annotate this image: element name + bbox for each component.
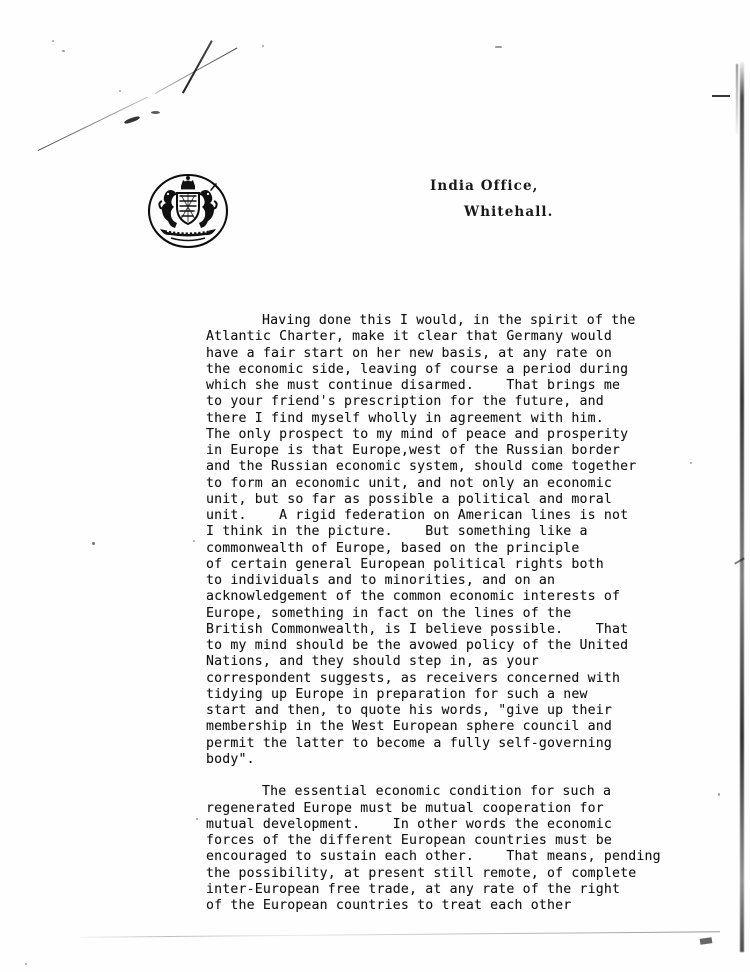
letter-line: have a fair start on her new basis, at any rate on <box>206 345 612 361</box>
dust-speck <box>52 40 54 42</box>
letter-line: to individuals and to minorities, and on an <box>206 573 556 588</box>
letter-line: start and then, to quote his words, "give up their <box>206 703 612 718</box>
letter-line: commonwealth of Europe, based on the principle <box>206 540 580 556</box>
letter-line: permit the latter to become a fully self-governing <box>206 735 612 751</box>
letter-line: acknowledgement of the common economic interests of <box>206 589 621 605</box>
dust-speck <box>196 818 198 820</box>
letter-line: forces of the different European countries must be <box>206 833 612 848</box>
letter-line: Having done this I would, in the spirit of the <box>262 313 636 328</box>
letterhead <box>430 173 690 225</box>
letterhead-line-office: India Office, <box>430 178 539 194</box>
letter-line: and the Russian economic system, should come together <box>206 459 637 475</box>
crease-ink-speck <box>151 111 160 114</box>
letter-paragraph <box>206 313 706 768</box>
scan-edge-bottom <box>80 931 720 938</box>
letter-line: encouraged to sustain each other. That means, pending <box>206 849 661 865</box>
letter-line: The essential economic condition for such a <box>262 784 612 800</box>
letter-line: of the European countries to treat each other <box>206 898 572 913</box>
letter-line: in Europe is that Europe,west of the Russian border <box>206 443 621 458</box>
letter-line: the economic side, leaving of course a period during <box>206 361 629 377</box>
fold-crease-line-middle <box>155 48 238 95</box>
royal-coat-of-arms-crest <box>147 171 229 251</box>
dust-speck <box>119 90 121 92</box>
letter-line: which she must continue disarmed. That brings me <box>206 378 621 393</box>
scan-edge-right-secondary <box>736 64 738 134</box>
letter-line: I think in the picture. But something like a <box>206 524 588 540</box>
letter-line: British Commonwealth, is I believe possible. That <box>206 621 629 637</box>
fold-crease-line-left <box>38 97 148 152</box>
letter-line: body". <box>206 751 255 767</box>
crease-ink-blot <box>124 115 140 124</box>
fold-crease-line-upper <box>182 40 213 94</box>
dust-speck <box>262 45 264 47</box>
letter-line: inter-European free trade, at any rate of the right <box>206 881 621 897</box>
letter-line: to your friend's prescription for the future, and <box>206 394 604 410</box>
letter-line: to my mind should be the avowed policy of the United <box>206 638 629 653</box>
dust-speck <box>92 542 95 545</box>
letter-line: unit, but so far as possible a political and moral <box>206 491 612 507</box>
scan-edge-right <box>740 62 744 952</box>
dust-speck <box>62 50 65 52</box>
letter-line: Nations, and they should step in, as your <box>206 654 539 670</box>
letter-paragraph <box>206 784 706 914</box>
letter-line: unit. A rigid federation on American lines is not <box>206 508 629 523</box>
letter-body <box>206 313 706 914</box>
letter-line: the possibility, at present still remote, of complete <box>206 865 637 881</box>
letter-line: of certain general European political rights both <box>206 556 604 572</box>
letter-line: The only prospect to my mind of peace and prosperity <box>206 426 629 442</box>
letterhead-line-address: Whitehall. <box>464 204 554 220</box>
letter-line: tidying up Europe in preparation for such a new <box>206 686 588 702</box>
letter-line: regenerated Europe must be mutual cooperation for <box>206 800 604 816</box>
dust-speck <box>495 46 502 48</box>
dust-speck <box>718 793 720 796</box>
letter-line: there I find myself wholly in agreement with him. <box>206 410 604 426</box>
dust-speck <box>193 540 195 542</box>
letter-line: Europe, something in fact on the lines of the <box>206 605 572 621</box>
letter-line: correspondent suggests, as receivers concerned with <box>206 670 621 686</box>
letter-line: membership in the West European sphere council and <box>206 719 612 735</box>
dust-speck <box>25 963 27 965</box>
letter-line: mutual development. In other words the economic <box>206 816 612 832</box>
letter-line: to form an economic unit, and not only an economic <box>206 475 612 491</box>
letter-line: Atlantic Charter, make it clear that Germany would <box>206 329 612 345</box>
scan-bottom-blot <box>700 937 713 945</box>
scan-edge-hook-mark <box>734 557 745 564</box>
scan-edge-tick-mark <box>712 95 730 97</box>
